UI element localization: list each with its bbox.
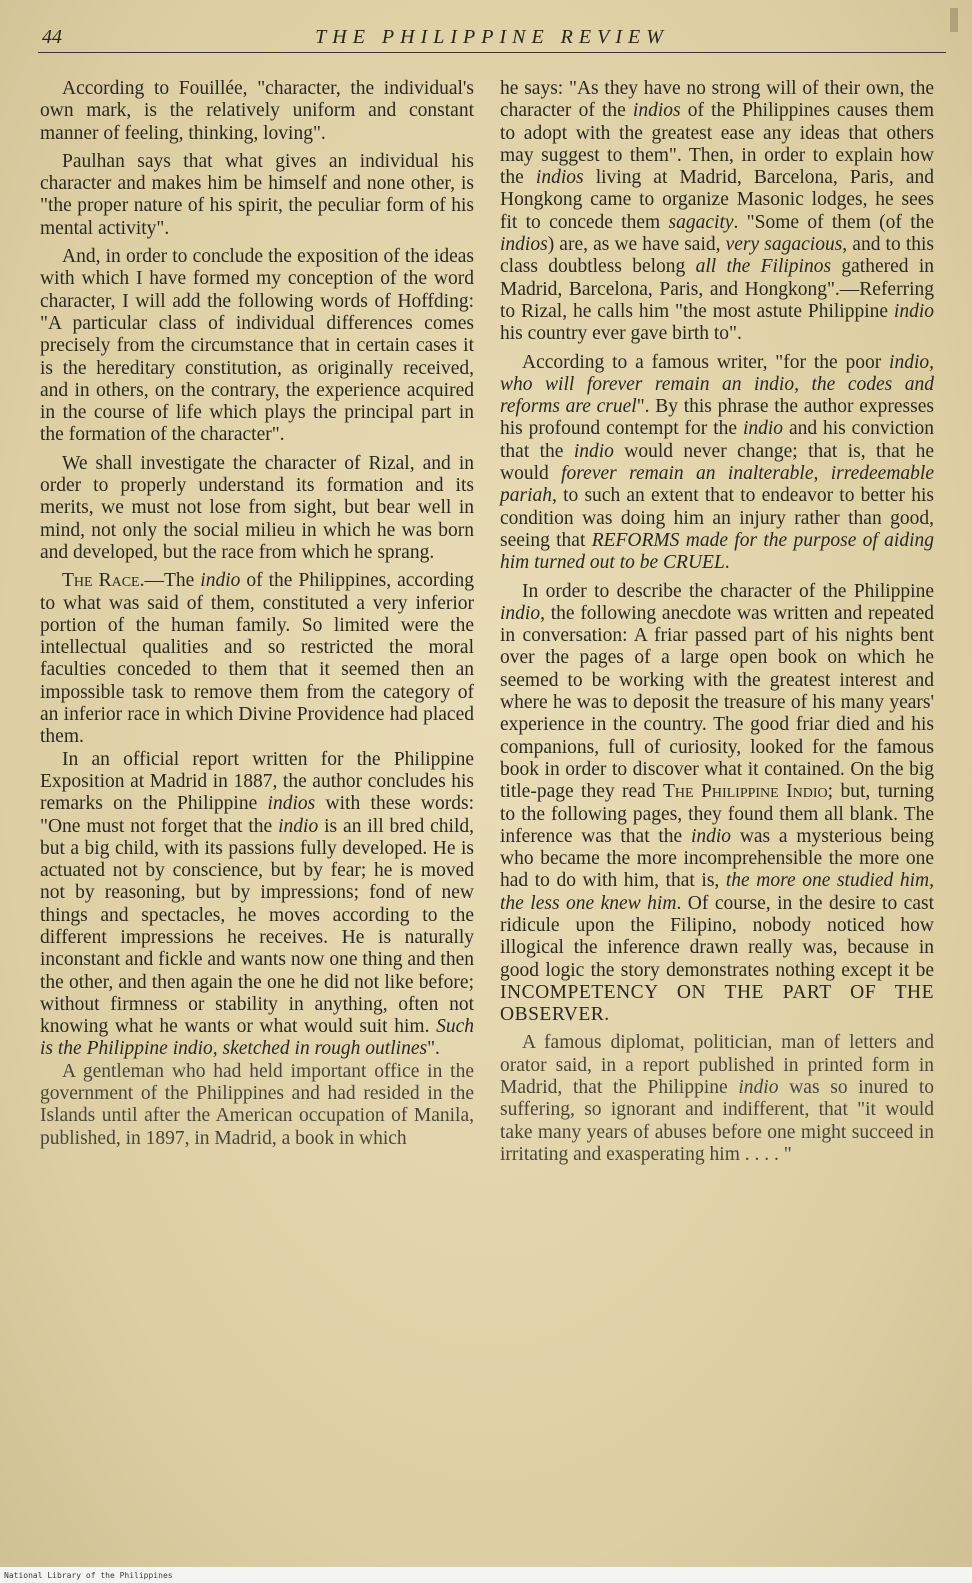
italic-run: indio, who will forever remain an indio, the codes and reforms are cruel <box>500 351 934 418</box>
text-run: In an official report written for the Philippine Exposition at Madrid in 1887, the author concludes his remarks on the Philippine <box>40 748 474 815</box>
text-run: , the following anecdote was written and repeated in conversation: A friar passed part of his nights bent over the pages of a large open book on which he seemed to be working with the greatest interest and where he was to deposit the treasure of his many years' experience in the country. The good friar died and his companions, full of curiosity, looked for the famous book in order to discover what it contained. On the big title-page they read <box>500 602 934 803</box>
italic-run: indio <box>278 815 319 837</box>
paragraph-paulhan: Paulhan says that what gives an individual his character and makes him be himself and none other, is "the proper nature of his spirit, the peculiar form of his mental activity". <box>40 150 474 239</box>
text-run: ; but, turning to the following pages, they found them all blank. The inference was that the <box>500 781 934 847</box>
text-run: of the Philippines, according to what was said of them, constituted a very inferior portion of the human family. So limited were the intellectual qualities and so restricted the moral faculties conceded to them that it seemed then an impossible task to remove them from the category of an inferior race in which Divine Providence had placed them. <box>40 570 474 748</box>
italic-run: indios <box>267 793 316 815</box>
text-run: was so inured to suffering, so ignorant and indifferent, that "it would take many years of abuses before one might succeed in irritating and exasperating him . . . . " <box>500 1077 935 1165</box>
text-run: is an ill bred child, but a big child, with its passions fully developed. He is actuated not by conscience, but by fear; he is moved not by reasoning, but by impressions; fond of new things and spectacles, he moves according to the different impressions he receives. He is naturally inconstant and fickle and wants now one thing and then the other, and then again the one he did not like before; without firmness or stability in anything, often not knowing what he wants or what would suit him. <box>40 815 474 1038</box>
italic-run: indio <box>200 570 241 592</box>
text-run: ) are, as we have said, <box>547 234 726 256</box>
italic-run: indios <box>500 234 548 256</box>
text-run: In order to describe the character of the Philippine <box>522 580 934 602</box>
text-run: According to a famous writer, "for the poor <box>522 351 890 373</box>
section-heading-the-race: The Race. <box>62 570 145 592</box>
page-header <box>38 26 946 53</box>
text-run: and his conviction that the <box>500 418 934 462</box>
italic-run: forever remain an inalterable, irredeemable pariah <box>500 463 934 507</box>
text-run: of the Philippines causes them to adopt with the greatest ease any ideas that others may suggest to them". Then, in order to explain how the <box>500 100 935 189</box>
paragraph-rizal-character: We shall investigate the character of Rizal, and in order to properly understand its formation and its merits, we must not lose from sight, but bear well in mind, not only the social milieu in which he was born and developed, but the race from which he sprang. <box>40 452 474 563</box>
text-run: his country ever gave birth to". <box>500 323 742 345</box>
italic-run: indio <box>573 440 614 462</box>
text-run: he says: "As they have no strong will of their own, the character of the <box>500 78 934 122</box>
page-number: 44 <box>42 26 62 48</box>
text-run: ". <box>427 1038 440 1060</box>
paragraph-fouillee: According to Fouillée, "character, the individual's own mark, is the relatively uniform and constant manner of feeling, thinking, loving". <box>40 78 474 144</box>
text-run: was a mysterious being who became the more incomprehensible the more one had to do with him, that is, <box>500 825 934 892</box>
text-run: , to such an extent that to endeavor to better his condition was doing him an injury rather than good, seeing that <box>500 485 934 551</box>
paragraph-he-says <box>500 78 934 346</box>
italic-run: all the Filipinos <box>695 256 832 278</box>
page-edge-mark <box>950 8 958 32</box>
text-run: —The <box>144 570 201 592</box>
text-run: . "Some of them (of the <box>733 211 935 233</box>
text-run: would never change; that is, that he would <box>500 440 934 485</box>
italic-run: very sagacious <box>725 234 843 256</box>
text-run: living at Madrid, Barcelona, Paris, and Hongkong came to organize Masonic lodges, he sees fit to concede them <box>500 167 934 233</box>
text-run: , and to this class doubtless belong <box>500 234 935 278</box>
text-run: . Of course, in the desire to cast ridicule upon the Filipino, nobody noticed how illogical the inference drawn really was, because in good logic the story demonstrates nothing except it be <box>500 892 934 981</box>
paragraph-gentleman: A gentleman who had held important office in the government of the Philippines and had resided in the Islands until after the American occupation of Manila, published, in 1897, in Madrid, a book in which <box>40 1060 474 1149</box>
text-run: A famous diplomat, politician, man of letters and orator said, in a report published in printed form in Madrid, that the Philippine <box>500 1032 934 1099</box>
italic-run: Such is the Philippine indio, sketched in rough outlines <box>40 1016 474 1060</box>
caps-run: INCOMPETENCY ON THE PART OF THE OBSERVER <box>500 981 934 1026</box>
text-run: gathered in Madrid, Barcelona, Paris, and Hongkong".—Referring to Rizal, he calls him "the most astute Philippine <box>500 256 934 322</box>
text-run: . <box>604 1004 610 1026</box>
footer-credit: National Library of the Philippines <box>4 1571 173 1580</box>
italic-run: indio <box>893 300 934 322</box>
text-run: . <box>724 552 730 574</box>
text-run: ". By this phrase the author expresses his profound contempt for the <box>500 396 934 440</box>
italic-run: indios <box>535 167 584 189</box>
running-title: THE PHILIPPINE REVIEW <box>315 26 669 48</box>
text-run: with these words: "One must not forget that the <box>40 793 474 837</box>
italic-run: indio <box>500 602 541 624</box>
italic-run: indios <box>632 100 681 122</box>
italic-run: indio <box>738 1077 779 1099</box>
italic-run: REFORMS made for the purpose of aiding him turned out to be CRUEL <box>500 529 934 574</box>
paragraph-diplomat <box>500 1032 934 1166</box>
paragraph-the-race <box>40 570 474 748</box>
italic-run: indio <box>742 418 784 440</box>
italic-run: sagacity <box>668 211 734 233</box>
book-title: The Philippine Indio <box>663 781 828 803</box>
right-column <box>500 78 934 1166</box>
paragraph-hoffding: And, in order to conclude the exposition of the ideas with which I have formed my conception of the word character, I will add the following words of Hoffding: "A particular class of individual differences comes precisely from the circumstance that in certain cases it is the hereditary constitution, as originally received, and in others, on the contrary, the experience acquired in the course of life which plays the principal part in the formation of the character". <box>40 246 474 446</box>
italic-run: indio <box>690 825 732 847</box>
left-column <box>40 78 474 1150</box>
paragraph-friar-anecdote <box>500 581 934 1027</box>
italic-run: the more one studied him, the less one knew him <box>500 870 934 914</box>
paragraph-famous-writer <box>500 352 934 575</box>
paragraph-official-report <box>40 749 474 1061</box>
